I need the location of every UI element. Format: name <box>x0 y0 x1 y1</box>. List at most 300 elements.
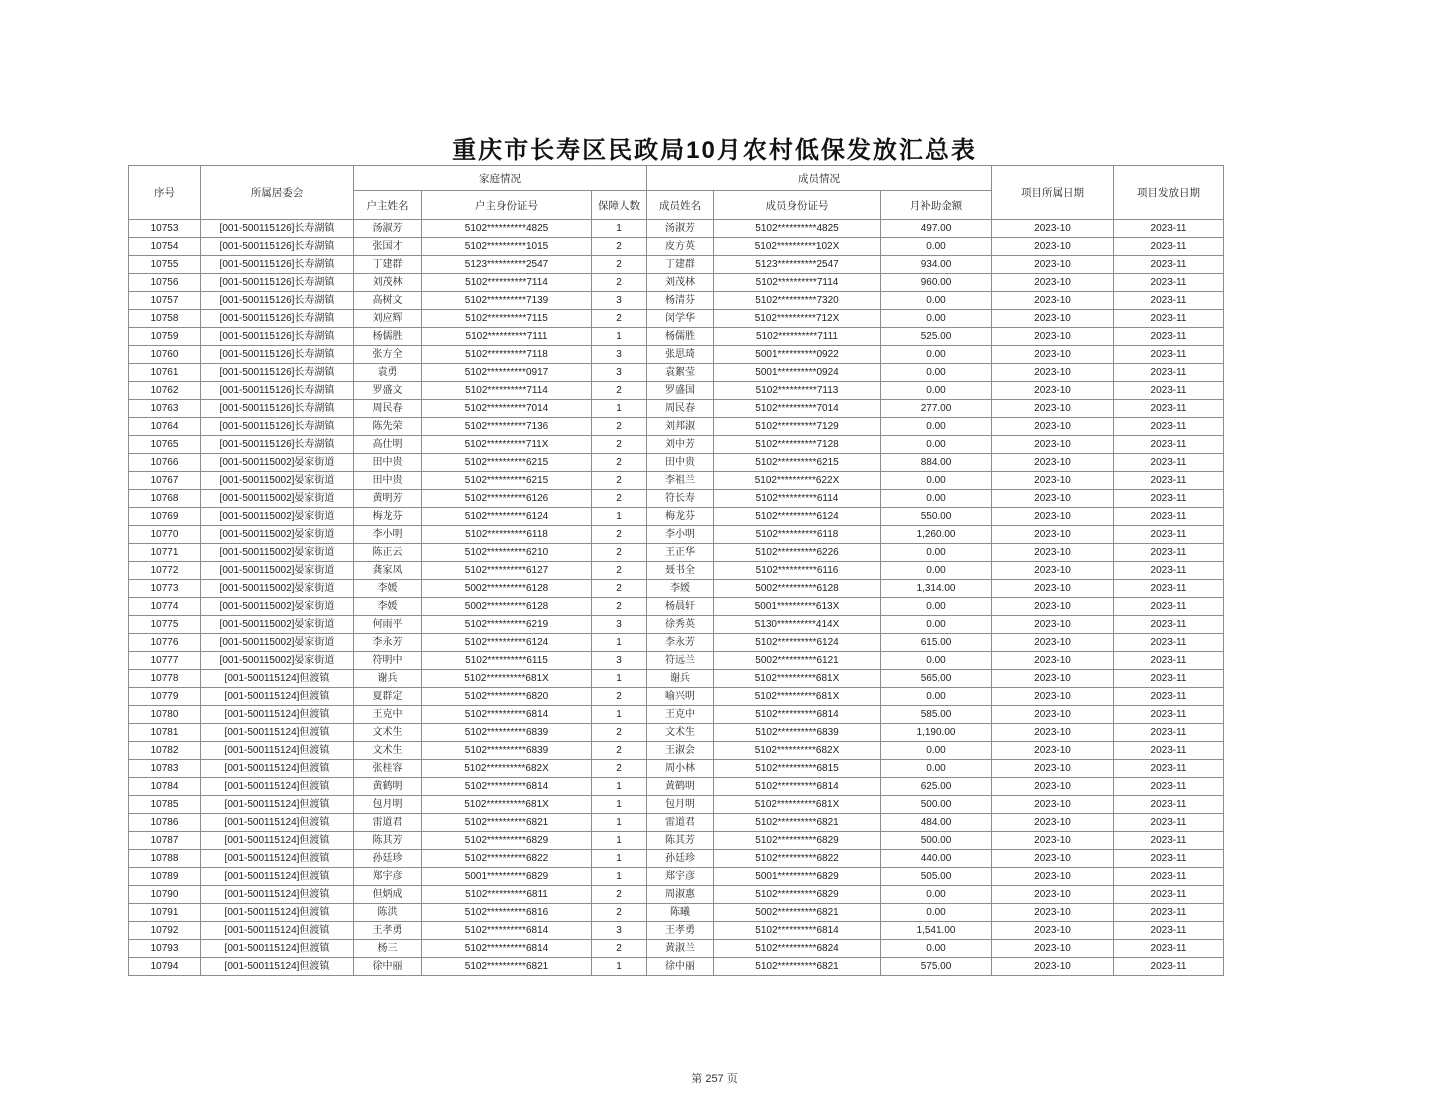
table-cell: [001-500115124]但渡镇 <box>201 832 354 850</box>
table-cell: 5102**********6124 <box>422 508 592 526</box>
table-row <box>129 490 1224 508</box>
table-cell: 10762 <box>129 382 201 400</box>
table-row <box>129 562 1224 580</box>
table-cell: 10793 <box>129 940 201 958</box>
table-cell: 2023-10 <box>992 418 1114 436</box>
table-cell: 2023-11 <box>1114 742 1224 760</box>
table-cell: 雷道君 <box>647 814 714 832</box>
table-cell: 10790 <box>129 886 201 904</box>
table-cell: 2 <box>592 274 647 292</box>
table-cell: 5102**********7114 <box>714 274 881 292</box>
table-cell: [001-500115126]长寿湖镇 <box>201 310 354 328</box>
table-cell: 2 <box>592 526 647 544</box>
table-cell: 5102**********6815 <box>714 760 881 778</box>
table-cell: [001-500115002]晏家街道 <box>201 616 354 634</box>
table-cell: 陈洪 <box>354 904 422 922</box>
table-cell: 1 <box>592 958 647 976</box>
table-cell: 2 <box>592 310 647 328</box>
table-cell: 5102**********6814 <box>422 778 592 796</box>
table-cell: 10783 <box>129 760 201 778</box>
table-cell: 1,190.00 <box>881 724 992 742</box>
table-cell: 2023-10 <box>992 616 1114 634</box>
table-row <box>129 850 1224 868</box>
page-number: 第 257 页 <box>691 1073 738 1085</box>
table-cell: 0.00 <box>881 382 992 400</box>
table-cell: 2023-10 <box>992 796 1114 814</box>
table-cell: 10780 <box>129 706 201 724</box>
table-cell: 李永芳 <box>647 634 714 652</box>
table-cell: 李祖兰 <box>647 472 714 490</box>
table-cell: 2 <box>592 454 647 472</box>
table-cell: 2023-11 <box>1114 256 1224 274</box>
table-cell: 刘应辉 <box>354 310 422 328</box>
table-cell: 5102**********6116 <box>714 562 881 580</box>
table-cell: 汤淑芳 <box>647 220 714 238</box>
table-cell: 文术生 <box>647 724 714 742</box>
table-cell: [001-500115124]但渡镇 <box>201 796 354 814</box>
table-cell: 郑宇彦 <box>354 868 422 886</box>
table-cell: 张国才 <box>354 238 422 256</box>
table-cell: 2023-10 <box>992 400 1114 418</box>
table-cell: 1 <box>592 778 647 796</box>
table-cell: 符明中 <box>354 652 422 670</box>
table-cell: 杨晨轩 <box>647 598 714 616</box>
table-cell: 10763 <box>129 400 201 418</box>
table-cell: 0.00 <box>881 904 992 922</box>
table-row <box>129 580 1224 598</box>
col-header-head-id: 户主身份证号 <box>422 191 592 220</box>
table-cell: 10779 <box>129 688 201 706</box>
table-cell: 2 <box>592 544 647 562</box>
table-cell: 2023-10 <box>992 688 1114 706</box>
col-header-committee: 所属居委会 <box>201 166 354 220</box>
table-cell: 2 <box>592 742 647 760</box>
table-cell: 5001**********6829 <box>714 868 881 886</box>
table-cell: 5102**********6126 <box>422 490 592 508</box>
table-cell: 5102**********6811 <box>422 886 592 904</box>
table-row <box>129 418 1224 436</box>
table-cell: 5102**********6824 <box>714 940 881 958</box>
table-cell: 2023-10 <box>992 328 1114 346</box>
table-cell: [001-500115124]但渡镇 <box>201 814 354 832</box>
table-row <box>129 778 1224 796</box>
table-cell: 2023-11 <box>1114 400 1224 418</box>
table-cell: 0.00 <box>881 292 992 310</box>
table-cell: 徐秀英 <box>647 616 714 634</box>
table-cell: 2023-11 <box>1114 238 1224 256</box>
table-cell: 张方全 <box>354 346 422 364</box>
col-header-issue-month: 项目发放日期 <box>1114 166 1224 220</box>
table-cell: [001-500115124]但渡镇 <box>201 850 354 868</box>
table-cell: 5102**********7118 <box>422 346 592 364</box>
table-cell: 但炳成 <box>354 886 422 904</box>
table-cell: 王淑会 <box>647 742 714 760</box>
table-cell: 5102**********6822 <box>714 850 881 868</box>
table-row <box>129 616 1224 634</box>
table-cell: 孙廷珍 <box>647 850 714 868</box>
table-cell: 2023-11 <box>1114 580 1224 598</box>
table-cell: 2023-11 <box>1114 490 1224 508</box>
table-cell: [001-500115124]但渡镇 <box>201 688 354 706</box>
table-cell: [001-500115126]长寿湖镇 <box>201 238 354 256</box>
table-cell: 谢兵 <box>354 670 422 688</box>
table-row <box>129 508 1224 526</box>
table-cell: 1 <box>592 508 647 526</box>
table-cell: 2023-10 <box>992 472 1114 490</box>
table-cell: 2023-10 <box>992 778 1114 796</box>
table-cell: 5102**********4825 <box>714 220 881 238</box>
table-cell: 2023-10 <box>992 724 1114 742</box>
table-cell: [001-500115124]但渡镇 <box>201 724 354 742</box>
table-cell: 2 <box>592 490 647 508</box>
table-cell: 1 <box>592 850 647 868</box>
table-cell: 2023-11 <box>1114 868 1224 886</box>
table-cell: 丁建群 <box>647 256 714 274</box>
table-cell: 周民春 <box>647 400 714 418</box>
col-header-member-name: 成员姓名 <box>647 191 714 220</box>
table-cell: 2023-10 <box>992 436 1114 454</box>
table-cell: 罗盛国 <box>647 382 714 400</box>
table-cell: 5102**********6114 <box>714 490 881 508</box>
table-cell: [001-500115124]但渡镇 <box>201 706 354 724</box>
table-cell: 10770 <box>129 526 201 544</box>
table-cell: 刘中芳 <box>647 436 714 454</box>
col-header-project-month: 项目所属日期 <box>992 166 1114 220</box>
table-cell: 2 <box>592 418 647 436</box>
table-cell: 0.00 <box>881 652 992 670</box>
table-cell: 1,541.00 <box>881 922 992 940</box>
table-cell: 10787 <box>129 832 201 850</box>
table-cell: 1 <box>592 670 647 688</box>
table-cell: 10760 <box>129 346 201 364</box>
table-cell: 440.00 <box>881 850 992 868</box>
table-cell: 杨清芬 <box>647 292 714 310</box>
table-cell: 0.00 <box>881 364 992 382</box>
table-cell: [001-500115002]晏家街道 <box>201 472 354 490</box>
table-row <box>129 238 1224 256</box>
table-cell: [001-500115124]但渡镇 <box>201 778 354 796</box>
table-cell: [001-500115126]长寿湖镇 <box>201 346 354 364</box>
table-cell: 汤淑芳 <box>354 220 422 238</box>
table-cell: 0.00 <box>881 688 992 706</box>
table-row <box>129 886 1224 904</box>
table-cell: 袁勇 <box>354 364 422 382</box>
table-cell: 2 <box>592 562 647 580</box>
table-cell: 5102**********7139 <box>422 292 592 310</box>
table-cell: 10785 <box>129 796 201 814</box>
table-cell: 5102**********7320 <box>714 292 881 310</box>
table-cell: 2023-11 <box>1114 454 1224 472</box>
table-cell: 0.00 <box>881 562 992 580</box>
table-cell: 文术生 <box>354 724 422 742</box>
table-cell: 2023-10 <box>992 346 1114 364</box>
table-cell: 2023-10 <box>992 490 1114 508</box>
table-cell: 包月明 <box>354 796 422 814</box>
table-cell: 5102**********6839 <box>714 724 881 742</box>
table-cell: 2023-10 <box>992 562 1114 580</box>
table-cell: 2023-11 <box>1114 508 1224 526</box>
table-cell: 包月明 <box>647 796 714 814</box>
table-cell: 郑宇彦 <box>647 868 714 886</box>
table-cell: 5102**********6822 <box>422 850 592 868</box>
table-cell: 3 <box>592 652 647 670</box>
table-cell: 黄明芳 <box>354 490 422 508</box>
table-cell: 0.00 <box>881 490 992 508</box>
table-cell: 5102**********6118 <box>422 526 592 544</box>
table-cell: [001-500115126]长寿湖镇 <box>201 418 354 436</box>
table-cell: 10765 <box>129 436 201 454</box>
table-cell: 934.00 <box>881 256 992 274</box>
table-cell: 孙廷珍 <box>354 850 422 868</box>
table-cell: 刘茂林 <box>647 274 714 292</box>
table-cell: 李小明 <box>354 526 422 544</box>
table-cell: 0.00 <box>881 472 992 490</box>
table-cell: 李小明 <box>647 526 714 544</box>
table-cell: 陈先荣 <box>354 418 422 436</box>
table-cell: 0.00 <box>881 940 992 958</box>
table-cell: 2 <box>592 472 647 490</box>
table-cell: 2023-10 <box>992 706 1114 724</box>
table-cell: 5002**********6128 <box>714 580 881 598</box>
table-cell: 10777 <box>129 652 201 670</box>
table-cell: 2023-10 <box>992 886 1114 904</box>
table-cell: 2023-11 <box>1114 940 1224 958</box>
table-cell: 5002**********6821 <box>714 904 881 922</box>
table-cell: 高树文 <box>354 292 422 310</box>
table-cell: 5102**********6814 <box>422 940 592 958</box>
table-cell: 田中贵 <box>647 454 714 472</box>
table-cell: 884.00 <box>881 454 992 472</box>
table-cell: 5102**********7111 <box>422 328 592 346</box>
table-cell: 5102**********6814 <box>714 922 881 940</box>
table-cell: 王孝勇 <box>647 922 714 940</box>
table-cell: 565.00 <box>881 670 992 688</box>
table-cell: 张思琦 <box>647 346 714 364</box>
table-cell: 5102**********6210 <box>422 544 592 562</box>
col-header-head-name: 户主姓名 <box>354 191 422 220</box>
table-cell: 3 <box>592 364 647 382</box>
table-row <box>129 400 1224 418</box>
col-header-insured-count: 保障人数 <box>592 191 647 220</box>
table-cell: 5102**********6226 <box>714 544 881 562</box>
table-cell: 2023-11 <box>1114 526 1224 544</box>
table-cell: [001-500115002]晏家街道 <box>201 562 354 580</box>
col-header-member-id: 成员身份证号 <box>714 191 881 220</box>
table-cell: 李媛 <box>354 580 422 598</box>
table-cell: [001-500115124]但渡镇 <box>201 904 354 922</box>
table-cell: 5102**********0917 <box>422 364 592 382</box>
table-cell: 5102**********6821 <box>422 814 592 832</box>
table-cell: 5102**********6124 <box>714 634 881 652</box>
table-cell: 5102**********7113 <box>714 382 881 400</box>
table-row <box>129 544 1224 562</box>
table-cell: 2023-11 <box>1114 652 1224 670</box>
table-row <box>129 454 1224 472</box>
table-cell: 5102**********6115 <box>422 652 592 670</box>
table-cell: 刘茂林 <box>354 274 422 292</box>
table-cell: 5102**********6820 <box>422 688 592 706</box>
table-cell: 袁絮莹 <box>647 364 714 382</box>
table-cell: 2023-11 <box>1114 886 1224 904</box>
table-cell: 2023-10 <box>992 652 1114 670</box>
table-cell: 10769 <box>129 508 201 526</box>
table-cell: 2023-11 <box>1114 922 1224 940</box>
table-cell: 5102**********6839 <box>422 742 592 760</box>
table-cell: 王正华 <box>647 544 714 562</box>
table-cell: 2 <box>592 256 647 274</box>
table-cell: 1 <box>592 796 647 814</box>
table-cell: 10784 <box>129 778 201 796</box>
table-cell: 陈其芳 <box>354 832 422 850</box>
table-cell: 李媛 <box>647 580 714 598</box>
table-cell: 497.00 <box>881 220 992 238</box>
table-cell: [001-500115124]但渡镇 <box>201 868 354 886</box>
table-cell: 2023-10 <box>992 220 1114 238</box>
table-cell: 闵学华 <box>647 310 714 328</box>
table-cell: 0.00 <box>881 436 992 454</box>
table-cell: 1,260.00 <box>881 526 992 544</box>
table-cell: 10757 <box>129 292 201 310</box>
table-cell: 10788 <box>129 850 201 868</box>
table-cell: 10758 <box>129 310 201 328</box>
table-cell: 277.00 <box>881 400 992 418</box>
table-cell: 李媛 <box>354 598 422 616</box>
table-cell: 2023-11 <box>1114 292 1224 310</box>
table-cell: 2023-10 <box>992 256 1114 274</box>
table-cell: 5001**********6829 <box>422 868 592 886</box>
table-cell: 符长寿 <box>647 490 714 508</box>
table-cell: 2023-11 <box>1114 706 1224 724</box>
table-row <box>129 634 1224 652</box>
table-cell: 525.00 <box>881 328 992 346</box>
table-cell: 5130**********414X <box>714 616 881 634</box>
table-cell: 5102**********622X <box>714 472 881 490</box>
table-cell: 徐中丽 <box>354 958 422 976</box>
table-cell: 2 <box>592 436 647 454</box>
table-cell: 2023-11 <box>1114 634 1224 652</box>
table-cell: 10767 <box>129 472 201 490</box>
table-cell: 2023-10 <box>992 850 1114 868</box>
table-cell: 2023-11 <box>1114 472 1224 490</box>
table-cell: 2023-10 <box>992 634 1114 652</box>
table-cell: 梅龙芬 <box>354 508 422 526</box>
table-cell: 484.00 <box>881 814 992 832</box>
table-cell: [001-500115002]晏家街道 <box>201 526 354 544</box>
table-cell: 5102**********7114 <box>422 274 592 292</box>
table-row <box>129 328 1224 346</box>
table-cell: 10786 <box>129 814 201 832</box>
table-cell: 5102**********6816 <box>422 904 592 922</box>
table-row <box>129 760 1224 778</box>
table-cell: 0.00 <box>881 616 992 634</box>
table-cell: 黄淑兰 <box>647 940 714 958</box>
table-cell: 5102**********6814 <box>422 706 592 724</box>
table-row <box>129 220 1224 238</box>
col-header-monthly-subsidy: 月补助金额 <box>881 191 992 220</box>
table-cell: 何雨平 <box>354 616 422 634</box>
table-cell: 杨三 <box>354 940 422 958</box>
table-row <box>129 814 1224 832</box>
table-cell: 2023-10 <box>992 958 1114 976</box>
table-row <box>129 958 1224 976</box>
table-cell: 王克中 <box>647 706 714 724</box>
table-cell: 5123**********2547 <box>714 256 881 274</box>
table-cell: 2023-10 <box>992 364 1114 382</box>
table-cell: [001-500115126]长寿湖镇 <box>201 274 354 292</box>
table-cell: 10774 <box>129 598 201 616</box>
table-cell: 聂书全 <box>647 562 714 580</box>
table-cell: 2023-10 <box>992 742 1114 760</box>
table-cell: 王克中 <box>354 706 422 724</box>
table-cell: 2023-11 <box>1114 904 1224 922</box>
table-row <box>129 364 1224 382</box>
table-cell: 10755 <box>129 256 201 274</box>
table-cell: 5102**********4825 <box>422 220 592 238</box>
table-cell: 10756 <box>129 274 201 292</box>
table-cell: 1 <box>592 868 647 886</box>
table-cell: 5102**********7128 <box>714 436 881 454</box>
table-cell: 5102**********6219 <box>422 616 592 634</box>
table-cell: 5102**********6829 <box>714 886 881 904</box>
table-cell: 0.00 <box>881 238 992 256</box>
table-row <box>129 706 1224 724</box>
table-cell: 2 <box>592 238 647 256</box>
table-cell: 10789 <box>129 868 201 886</box>
table-row <box>129 904 1224 922</box>
table-cell: 10776 <box>129 634 201 652</box>
table-cell: 5123**********2547 <box>422 256 592 274</box>
table-cell: 2023-10 <box>992 508 1114 526</box>
table-cell: 5001**********613X <box>714 598 881 616</box>
table-cell: 5102**********681X <box>422 796 592 814</box>
table-cell: [001-500115126]长寿湖镇 <box>201 400 354 418</box>
table-cell: [001-500115002]晏家街道 <box>201 634 354 652</box>
table-cell: 徐中丽 <box>647 958 714 976</box>
table-cell: 550.00 <box>881 508 992 526</box>
table-cell: 周淑惠 <box>647 886 714 904</box>
table-cell: 5102**********6215 <box>422 472 592 490</box>
table-cell: 0.00 <box>881 544 992 562</box>
table-cell: 5102**********712X <box>714 310 881 328</box>
col-group-family: 家庭情况 <box>354 166 647 191</box>
table-cell: [001-500115002]晏家街道 <box>201 580 354 598</box>
table-cell: 龚家凤 <box>354 562 422 580</box>
table-cell: 2 <box>592 382 647 400</box>
table-cell: 0.00 <box>881 346 992 364</box>
table-row <box>129 310 1224 328</box>
table-cell: 5102**********681X <box>422 670 592 688</box>
table-cell: 喻兴明 <box>647 688 714 706</box>
table-cell: 张桂容 <box>354 760 422 778</box>
table-cell: 5102**********6118 <box>714 526 881 544</box>
table-cell: 2023-11 <box>1114 436 1224 454</box>
table-cell: 1 <box>592 220 647 238</box>
table-cell: 杨儒胜 <box>647 328 714 346</box>
table-cell: [001-500115124]但渡镇 <box>201 958 354 976</box>
table-cell: 陈其芳 <box>647 832 714 850</box>
table-row <box>129 256 1224 274</box>
table-cell: 1 <box>592 832 647 850</box>
table-cell: 2 <box>592 904 647 922</box>
table-cell: 10771 <box>129 544 201 562</box>
table-cell: 10759 <box>129 328 201 346</box>
table-cell: 5102**********6215 <box>714 454 881 472</box>
table-cell: 5102**********7129 <box>714 418 881 436</box>
table-cell: 5102**********6814 <box>714 706 881 724</box>
table-cell: 黄鹤明 <box>354 778 422 796</box>
table-row <box>129 742 1224 760</box>
table-cell: 2023-10 <box>992 760 1114 778</box>
